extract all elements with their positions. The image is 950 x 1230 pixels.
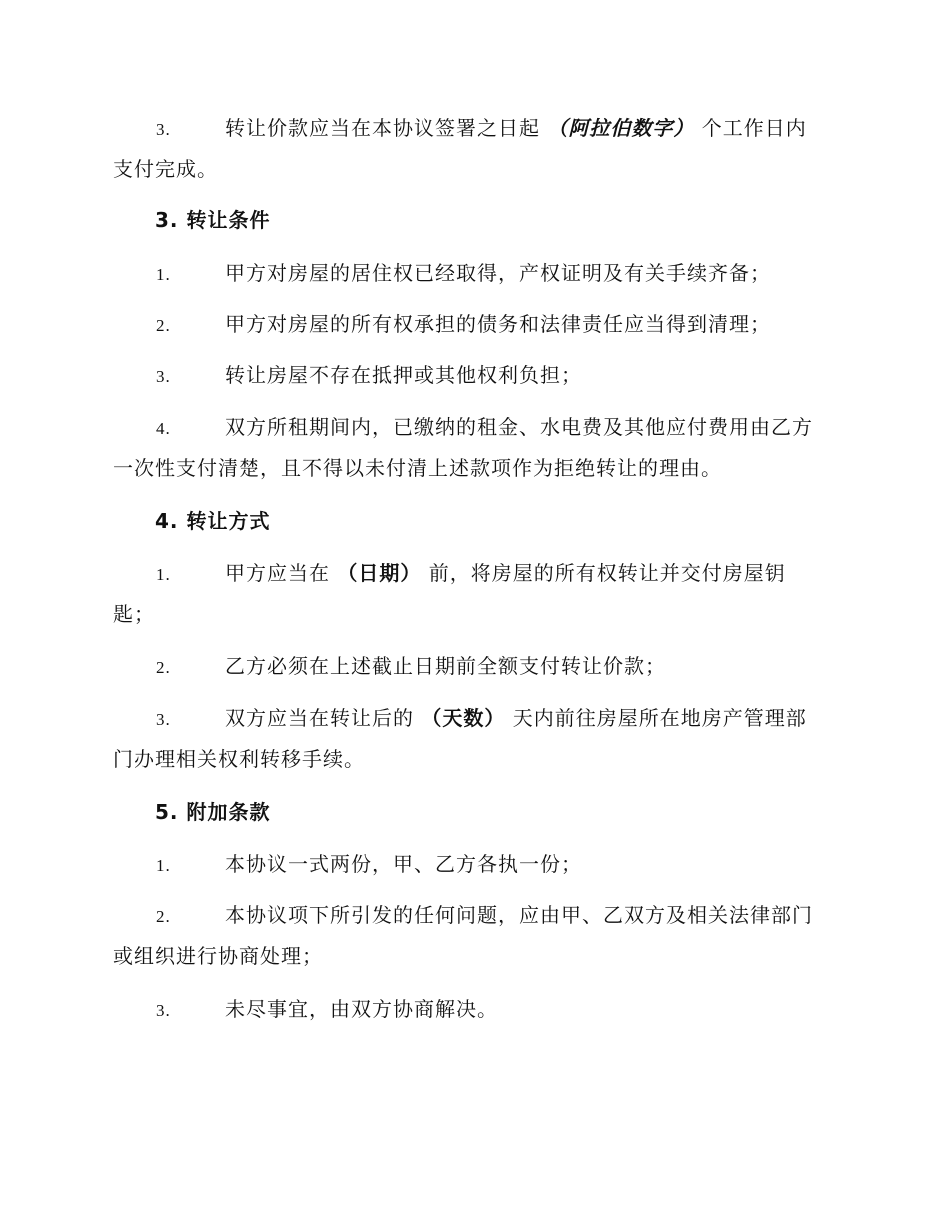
section-heading-additional-terms: 5. 附加条款 [155, 800, 271, 824]
clause-number: 3. [156, 120, 171, 139]
clause-line-continued: 或组织进行协商处理； [113, 944, 323, 968]
clause-number: 4. [156, 419, 171, 438]
clause-text: 甲方应当在 [225, 561, 338, 585]
condition-clause-3 [113, 355, 833, 396]
clause-text: 转让价款应当在本协议签署之日起 [225, 116, 548, 140]
additional-clause-3 [113, 989, 833, 1030]
clause-number: 3. [156, 1001, 171, 1020]
placeholder-days: （天数） [421, 706, 506, 730]
clause-text: 甲方对房屋的所有权承担的债务和法律责任应当得到清理； [225, 312, 771, 336]
clause-number: 1. [156, 856, 171, 875]
clause-line-continued: 一次性支付清楚，且不得以未付清上述款项作为拒绝转让的理由。 [113, 456, 722, 480]
clause-number: 3. [156, 367, 171, 386]
clause-number: 3. [156, 710, 171, 729]
placeholder-date: （日期） [337, 561, 422, 585]
clause-number: 2. [156, 658, 171, 677]
clause-text: 双方应当在转让后的 [225, 706, 422, 730]
section-heading-transfer-method: 4. 转让方式 [155, 509, 271, 533]
clause-text: 甲方对房屋的居住权已经取得，产权证明及有关手续齐备； [225, 261, 771, 285]
clause-line [113, 108, 833, 149]
clause-text: 前，将房屋的所有权转让并交付房屋钥 [421, 561, 786, 585]
clause-line-continued: 匙； [113, 602, 155, 626]
section-heading-transfer-conditions: 3. 转让条件 [155, 208, 271, 232]
clause-number: 2. [156, 907, 171, 926]
clause-text: 个工作日内 [694, 116, 807, 140]
clause-text: 本协议项下所引发的任何问题，应由甲、乙双方及相关法律部门 [225, 903, 813, 927]
clause-number: 1. [156, 565, 171, 584]
clause-text: 乙方必须在上述截止日期前全额支付转让价款； [225, 654, 666, 678]
method-clause-1 [113, 553, 833, 635]
clause-line-continued: 支付完成。 [113, 157, 218, 181]
clause-number: 2. [156, 316, 171, 335]
clause-number: 1. [156, 265, 171, 284]
clause-text: 本协议一式两份，甲、乙方各执一份； [225, 852, 582, 876]
method-clause-2 [113, 646, 833, 687]
method-clause-3 [113, 698, 833, 780]
condition-clause-2 [113, 304, 833, 345]
clause-text: 转让房屋不存在抵押或其他权利负担； [225, 363, 582, 387]
price-payment-clause [113, 108, 833, 190]
clause-text: 天内前往房屋所在地房产管理部 [505, 706, 807, 730]
clause-line-continued: 门办理相关权利转移手续。 [113, 747, 365, 771]
condition-clause-4 [113, 407, 833, 489]
placeholder-arabic-number: （阿拉伯数字） [547, 116, 695, 140]
additional-clause-1 [113, 844, 833, 885]
condition-clause-1 [113, 253, 833, 294]
additional-clause-2 [113, 895, 833, 977]
clause-text: 未尽事宜，由双方协商解决。 [225, 997, 498, 1021]
clause-text: 双方所租期间内，已缴纳的租金、水电费及其他应付费用由乙方 [225, 415, 813, 439]
